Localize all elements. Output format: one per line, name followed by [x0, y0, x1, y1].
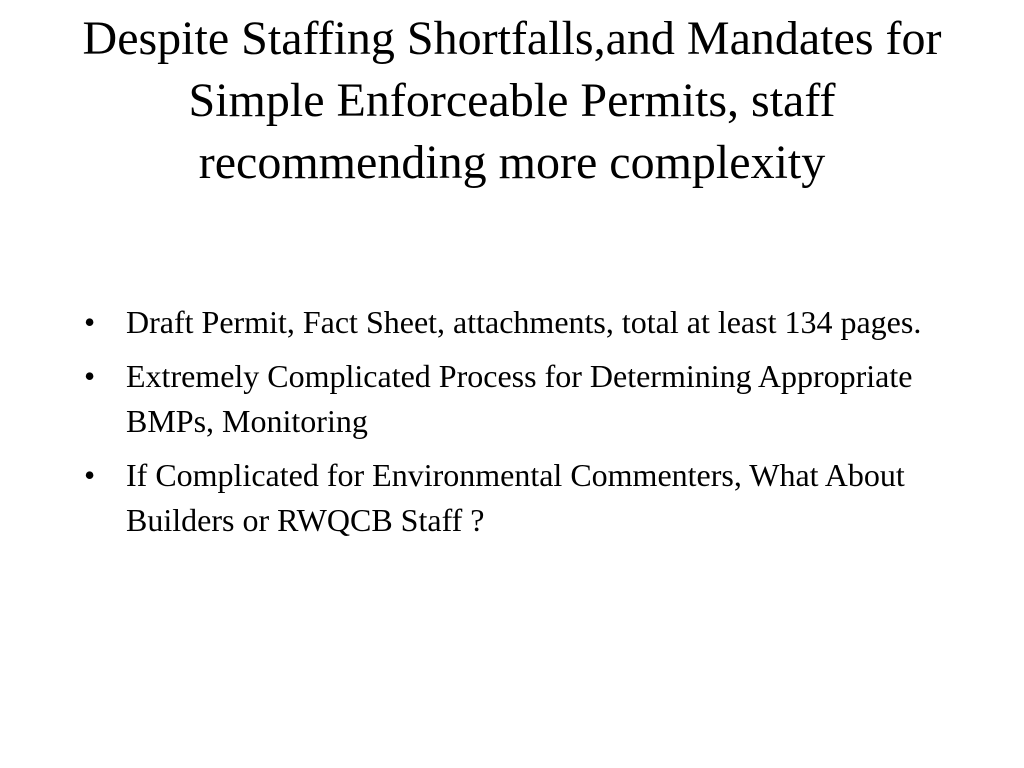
- bullet-text: If Complicated for Environmental Commenters, What About Builders or RWQCB Staff ?: [126, 457, 905, 538]
- bullet-marker: •: [84, 457, 96, 493]
- bullet-list: [84, 300, 934, 552]
- bullet-text: Draft Permit, Fact Sheet, attachments, total at least 134 pages.: [126, 304, 922, 340]
- bullet-item: [84, 453, 934, 543]
- bullet-marker: •: [84, 358, 96, 394]
- bullet-marker: •: [84, 304, 96, 340]
- bullet-item: [84, 354, 934, 444]
- bullet-item: [84, 300, 934, 345]
- slide-title: Despite Staffing Shortfalls,and Mandates for Simple Enforceable Permits, staff recommending more complexity: [82, 12, 942, 189]
- bullet-text: Extremely Complicated Process for Determining Appropriate BMPs, Monitoring: [126, 358, 913, 439]
